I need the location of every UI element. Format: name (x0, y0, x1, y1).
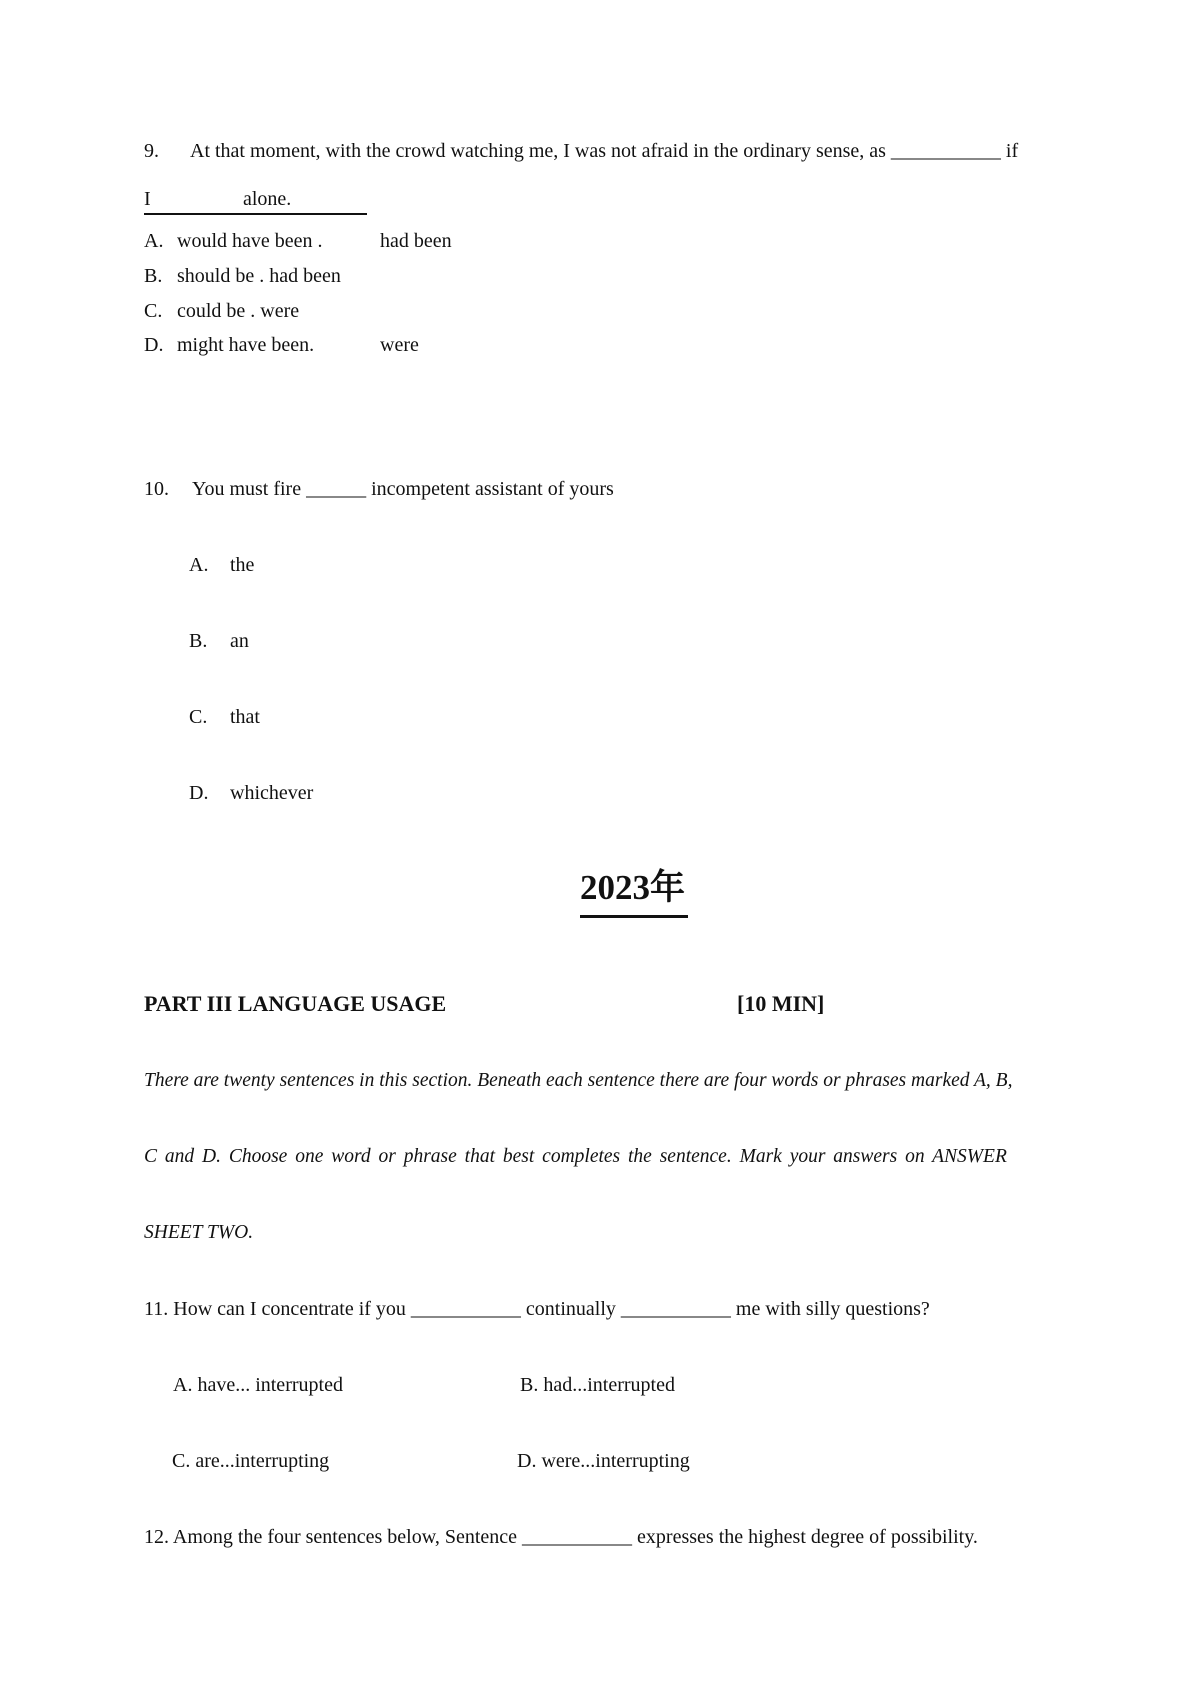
year-heading-underline (580, 915, 688, 918)
q11-stem: 11. How can I concentrate if you ___________ continually ___________ me with silly questions? (144, 1298, 930, 1320)
q9-option-a-text: would have been . (177, 230, 323, 252)
q11-option-c: C. are...interrupting (172, 1450, 330, 1472)
q9-option-a-letter: A. (144, 230, 164, 252)
q10-option-d-text: whichever (230, 782, 314, 804)
q10-option-c-text: that (230, 706, 260, 728)
year-heading: 2023年 (580, 868, 686, 907)
q9-option-a-extra: had been (380, 230, 452, 252)
q9-stem-line2-subject: I (144, 188, 151, 210)
instructions-line-2: C and D. Choose one word or phrase that best completes the sentence. Mark your answers on ANSWER (144, 1146, 1007, 1167)
q11-option-d: D. were...interrupting (517, 1450, 690, 1472)
q11-option-b: B. had...interrupted (520, 1374, 675, 1396)
q10-option-a-letter: A. (189, 554, 209, 576)
part-title: PART III LANGUAGE USAGE (144, 991, 447, 1016)
q9-option-d-letter: D. (144, 334, 164, 356)
instructions-line-3: SHEET TWO. (144, 1222, 254, 1243)
q10-option-d-letter: D. (189, 782, 209, 804)
q9-option-d-text: might have been. (177, 334, 315, 356)
q9-blank-underline (144, 213, 367, 215)
part-time: [10 MIN] (737, 991, 825, 1016)
q10-option-b-text: an (230, 630, 249, 652)
q9-option-b-text: should be . had been (177, 265, 341, 287)
q10-option-a-text: the (230, 554, 255, 576)
q9-stem-line2-end: alone. (243, 188, 292, 210)
q10-option-c-letter: C. (189, 706, 208, 728)
q9-option-c-text: could be . were (177, 300, 300, 322)
q9-option-c-letter: C. (144, 300, 163, 322)
q9-option-b-letter: B. (144, 265, 163, 287)
instructions-line-1: There are twenty sentences in this section. Beneath each sentence there are four words or phrases marked A, B, (144, 1070, 1013, 1091)
q10-stem: You must fire ______ incompetent assistant of yours (192, 478, 614, 500)
q11-option-a: A. have... interrupted (173, 1374, 343, 1396)
q9-number: 9. (144, 140, 159, 162)
q10-option-b-letter: B. (189, 630, 208, 652)
q9-option-d-extra: were (380, 334, 419, 356)
q10-number: 10. (144, 478, 169, 500)
q9-stem-line1: At that moment, with the crowd watching me, I was not afraid in the ordinary sense, as ___________ if (190, 140, 1019, 162)
q12-stem: 12. Among the four sentences below, Sentence ___________ expresses the highest degree of possibility. (144, 1526, 978, 1548)
